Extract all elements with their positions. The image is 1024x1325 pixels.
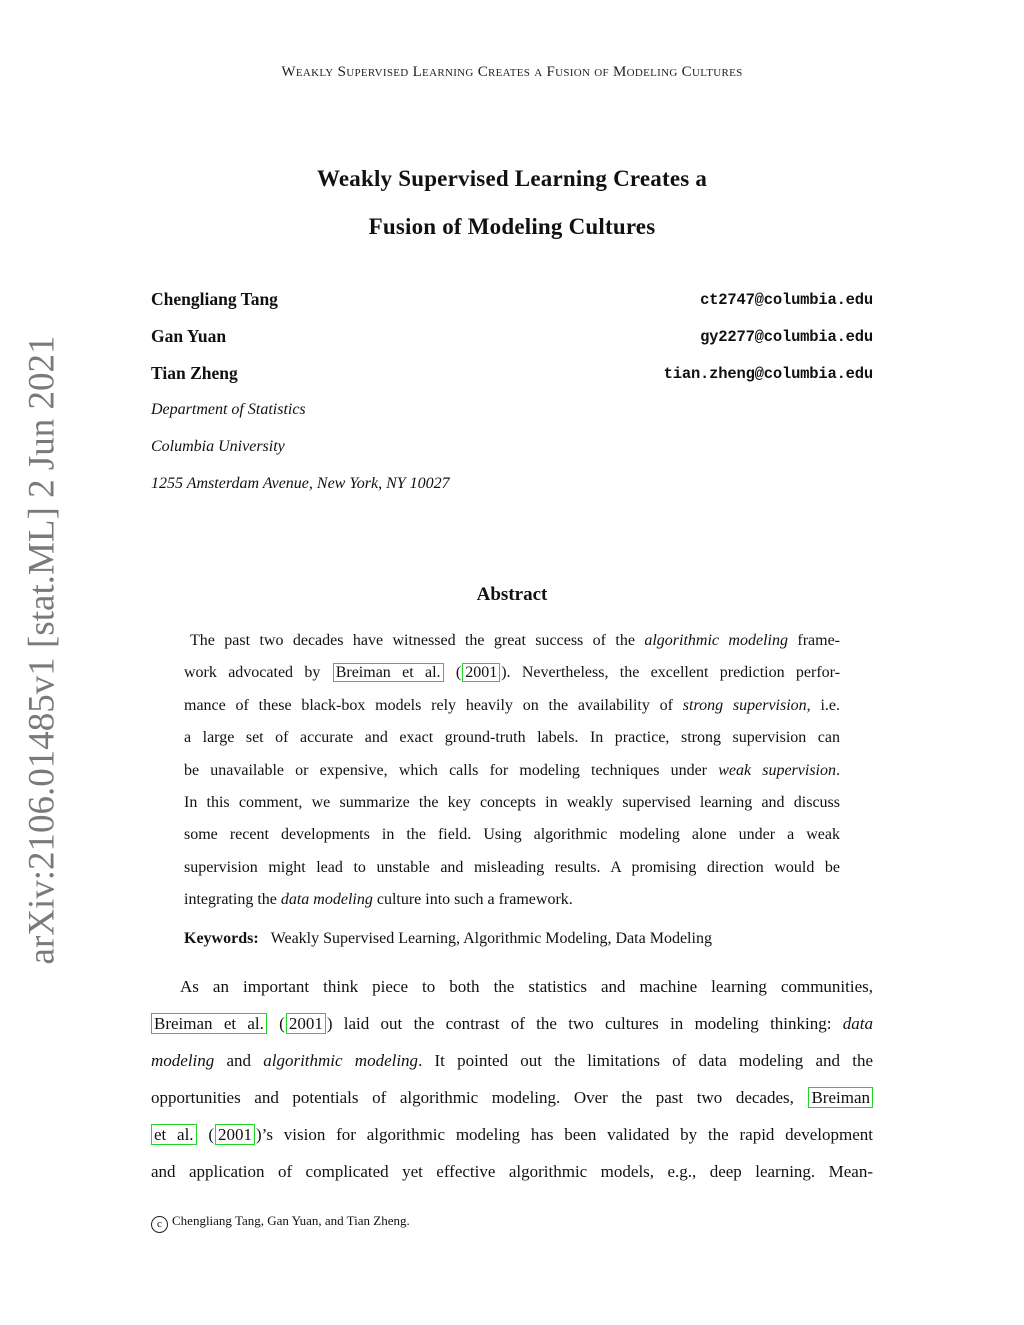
abstract-line-3 [184,695,840,717]
author-email-1[interactable]: ct2747@columbia.edu [700,291,873,309]
abstract-text: integrating the [184,891,281,908]
author-name-3: Tian Zheng [151,363,238,383]
abstract-line-9 [184,889,840,911]
abstract-text: ). Nevertheless, the excellent prediction perfor- [501,664,841,681]
author-name-2: Gan Yuan [151,326,227,346]
affiliation-department: Department of Statistics [151,401,306,418]
abstract-text: mance of these black-box models rely heavily on the availability of [184,697,683,714]
abstract-text: be unavailable or expensive, which calls for modeling techniques under [184,762,719,779]
running-head: Weakly Supervised Learning Creates a Fusion of Modeling Cultures [281,64,743,80]
citation-link-breiman[interactable]: Breiman et al. [151,1013,267,1034]
citation-link-breiman[interactable]: Breiman et al. [333,663,444,682]
abstract-text: ( [444,664,462,681]
abstract-text: culture into such a framework. [372,891,573,908]
body-text: . It pointed out the limitations of data modeling and the [418,1051,873,1070]
arxiv-stamp-text: arXiv:2106.01485v1 [stat.ML] 2 Jun 2021 [21,335,63,965]
body-line-3 [151,1049,873,1073]
body-line-1: As an important think piece to both the statistics and machine learning communities, [180,977,873,996]
keywords-value: Weakly Supervised Learning, Algorithmic Modeling, Data Modeling [270,930,712,947]
abstract-emphasis: strong supervision [682,697,807,714]
body-text: ) laid out the contrast of the two cultures in modeling thinking: [326,1014,843,1033]
body-text: and [214,1051,264,1070]
abstract-text: work advocated by [184,664,332,681]
abstract-line-5 [184,760,840,782]
body-line-5 [151,1123,873,1147]
abstract-text: , i.e. [806,697,841,714]
keywords-label: Keywords: [184,930,259,947]
body-emphasis: modeling [151,1051,215,1070]
affiliation-university: Columbia University [151,438,285,455]
abstract-text: frame- [787,632,840,649]
abstract-emphasis: weak supervision [718,762,837,779]
body-line-4 [151,1086,873,1110]
abstract-line-4: a large set of accurate and exact ground-truth labels. In practice, strong supervision can [184,729,840,746]
abstract-line-6: In this comment, we summarize the key concepts in weakly supervised learning and discuss [184,794,840,811]
keywords [184,930,712,948]
body-text: opportunities and potentials of algorithmic modeling. Over the past two decades, [151,1088,808,1107]
body-emphasis: data [842,1014,873,1033]
body-line-2 [151,1012,873,1036]
abstract-line-1 [190,630,840,652]
citation-link-breiman[interactable]: et al. [151,1124,197,1145]
abstract-text: . [836,762,841,779]
copyright-footnote [151,1213,410,1233]
body-text: ( [197,1125,214,1144]
abstract-line-8: supervision might lead to unstable and misleading results. A promising direction would be [184,859,840,876]
abstract-text: The past two decades have witnessed the great success of the [190,632,645,649]
abstract-line-7: some recent developments in the field. Using algorithmic modeling alone under a weak [184,826,840,843]
citation-link-breiman[interactable]: Breiman [808,1087,873,1108]
citation-link-year[interactable]: 2001 [462,663,500,682]
affiliation-address: 1255 Amsterdam Avenue, New York, NY 10027 [151,475,450,492]
author-email-2[interactable]: gy2277@columbia.edu [700,328,873,346]
author-email-3[interactable]: tian.zheng@columbia.edu [663,365,873,383]
abstract-emphasis: data modeling [280,891,373,908]
body-emphasis: algorithmic modeling [263,1051,419,1070]
citation-link-year[interactable]: 2001 [286,1013,326,1034]
citation-link-year[interactable]: 2001 [215,1124,255,1145]
copyright-text: Chengliang Tang, Gan Yuan, and Tian Zheng. [172,1213,410,1228]
paper-title-line-1: Weakly Supervised Learning Creates a [316,166,708,191]
copyright-icon: c [151,1216,168,1233]
body-line-6: and application of complicated yet effective algorithmic models, e.g., deep learning. Mean- [151,1162,873,1181]
body-text: ( [267,1014,285,1033]
abstract-line-2 [184,662,840,684]
paper-title-line-2: Fusion of Modeling Cultures [368,214,656,239]
abstract-heading: Abstract [476,584,548,605]
author-name-1: Chengliang Tang [151,289,278,309]
abstract-emphasis: algorithmic modeling [644,632,788,649]
body-text: )’s vision for algorithmic modeling has been validated by the rapid development [256,1125,873,1144]
